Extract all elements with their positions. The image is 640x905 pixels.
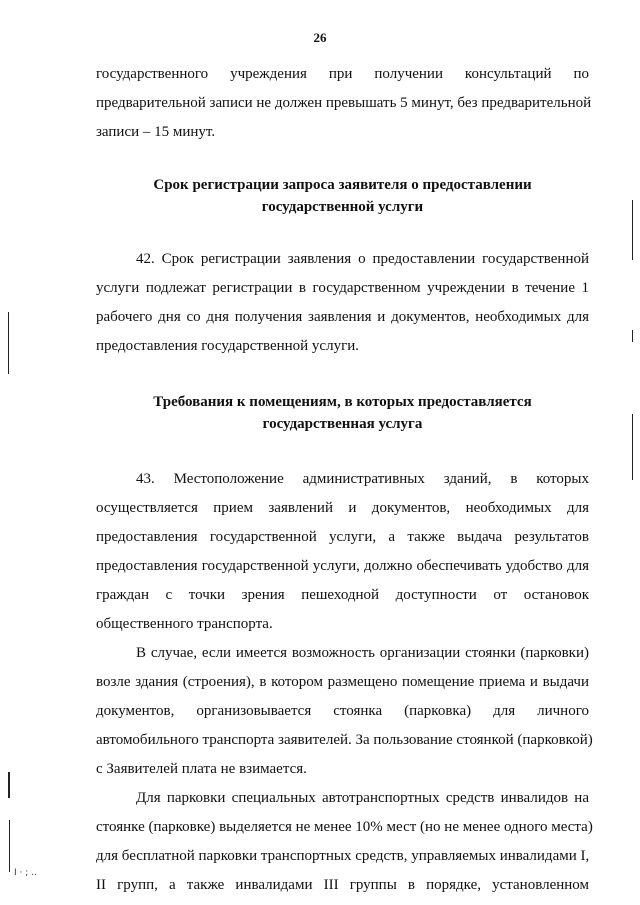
scan-mark [632,414,633,480]
paragraph-line: автомобильного транспорта заявителей. За пользование стоянкой (парковкой) [96,732,593,748]
page-number: 26 [313,30,327,45]
paragraph-line: с Заявителей плата не взимается. [96,761,307,777]
paragraph-line: осуществляется прием заявлений и документов, необходимых для [96,500,589,516]
paragraph-line: общественного транспорта. [96,616,273,632]
paragraph-line: граждан с точки зрения пешеходной доступности от остановок [96,587,589,603]
paragraph-line: предоставления государственной услуги, должно обеспечивать удобство для [96,558,589,574]
paragraph-line: II групп, а также инвалидами III группы в порядке, установленном [96,877,589,893]
paragraph-line: услуги подлежат регистрации в государственном учреждении в течение 1 [96,280,589,296]
paragraph-line: для бесплатной парковки транспортных средств, управляемых инвалидами I, [96,848,590,864]
scan-mark [9,820,10,872]
section-heading: Срок регистрации запроса заявителя о предоставлении [153,177,532,193]
intro-line: записи – 15 минут. [96,124,216,140]
paragraph-line: документов, организовывается стоянка (парковка) для личного [96,703,589,719]
paragraph-line: стоянке (парковке) выделяется не менее 10% мест (но не менее одного места) [96,819,593,835]
paragraph-line: Для парковки специальных автотранспортных средств инвалидов на [136,790,589,806]
scan-mark [8,312,9,374]
paragraph-line: рабочего дня со дня получения заявления и документов, необходимых для [96,309,589,325]
section-heading: Требования к помещениям, в которых предоставляется [153,394,532,410]
intro-line: предварительной записи не должен превышать 5 минут, без предварительной [96,95,592,111]
paragraph-line: предоставления государственной услуги. [96,338,360,354]
paragraph-line: предоставления государственной услуги, а также выдача результатов [96,529,589,545]
paragraph-line: возле здания (строения), в котором размещено помещение приема и выдачи [96,674,589,690]
paragraph-line: 42. Срок регистрации заявления о предоставлении государственной [136,251,589,267]
section-heading: государственной услуги [261,199,424,215]
scan-mark [8,772,10,798]
paragraph-line: В случае, если имеется возможность организации стоянки (парковки) [136,645,589,661]
scan-mark [632,330,633,342]
paragraph-line: 43. Местоположение административных зданий, в которых [136,471,589,487]
intro-line: государственного учреждения при получении консультаций по [96,66,589,82]
scan-mark [632,200,633,260]
section-heading: государственная услуга [262,416,423,432]
document-body [96,60,593,900]
scan-artifact-text: I · ; .. [14,868,37,878]
